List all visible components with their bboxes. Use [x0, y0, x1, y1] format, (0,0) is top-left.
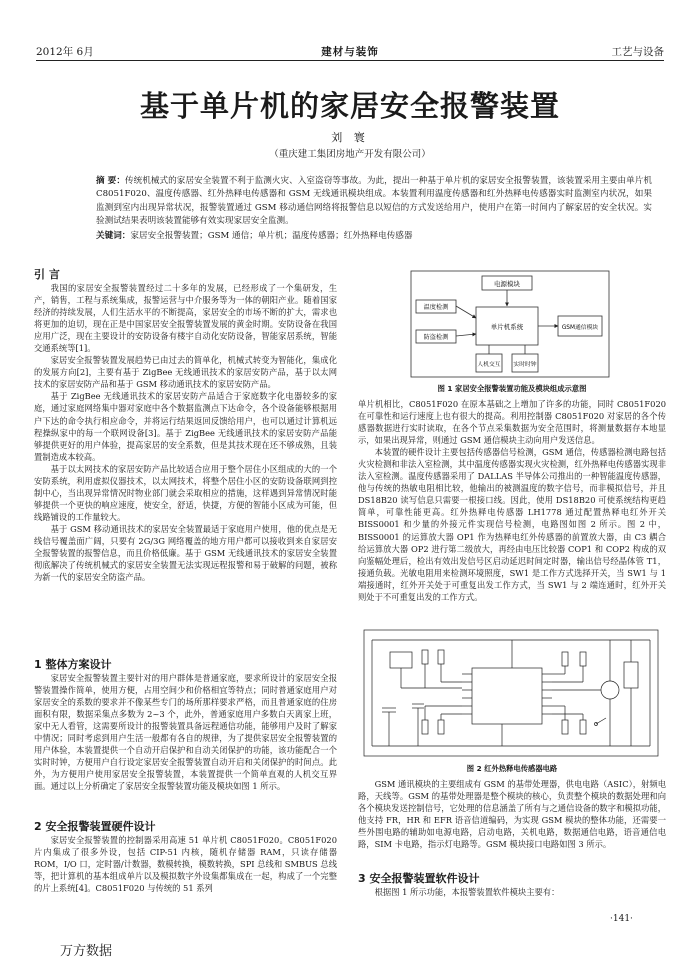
- keywords-text: 家居安全报警装置；GSM 通信；单片机；温度传感器；红外热释电传感器: [130, 231, 413, 241]
- section3-body: [358, 886, 666, 898]
- page-number: ·141·: [610, 914, 633, 924]
- section3-paragraph: 根据图 1 所示功能，本报警装置软件模块主要有：: [374, 887, 560, 897]
- header-date: 2012年 6月: [36, 46, 94, 58]
- footer-logo: 万方数据: [60, 944, 113, 959]
- paper-affiliation: （重庆建工集团房地产开发有限公司）: [269, 149, 431, 160]
- gsm-label: GSM通信模块: [561, 325, 599, 331]
- hmi-label: 人机交互: [477, 362, 501, 368]
- intro-heading: 引 言: [34, 268, 60, 281]
- keywords: [96, 230, 652, 242]
- paper-title: 基于单片机的家居安全报警装置: [139, 89, 560, 123]
- figure1-caption: 图 1 家居安全报警装置功能及模块组成示意图: [437, 384, 587, 393]
- rtc-label: 实时时钟: [513, 362, 537, 368]
- intro-paragraph: 基于 ZigBee 无线通讯技术的家居安防产品适合于家庭数字化电器较多的家庭，通过家庭网络集中器对家庭中各个数据监测点下达命令，各个设备能够根据用户下达的命令执行相应命令，并将运行结果返回反馈给用户，也可以通过计算机远程操纵家中的每一个联网设备[3]。基于 ZigBee 无线通讯技术的家居安防产品能够提供更好的用户体验，提高家居的安全系数，但是其技术现在还不够成熟，且装置制造成本较高。: [34, 391, 337, 462]
- section1-paragraph: 家居安全报警装置主要针对的用户群体是普通家庭，要求所设计的家居安全报警装置操作简单，使用方便，占用空间少和价格相宜等特点；同时普通家庭用户对家居安全的系数的要求并不像某些专门的场所那样要求严格，而且普通家庭的住房面积有限，数据采集点多数为 2~3 个，此外，普通家庭用户多数白天离家上班，家中无人看管，这需要所设计的报警装置具备远程通信功能，能够用户及时了解家中情况；同时考虑到用户生活一般都有各自的规律，为了提供家居安全报警装置的用户体验，本装置提供一个自动开启保护和自动关闭保护的功能，该功能配合一个实时时钟，方便用户自行设定家居安全报警装置自动开启和关闭保护的时间点。此外，为方便用户使用家居安全报警装置，本装置提供一个简单直观的人机交互界面。通过以上分析确定了家居安全报警装置功能及模块如图 1 所示。: [34, 673, 337, 792]
- figure1-block-diagram: [410, 270, 610, 378]
- intro-paragraph: 基于以太网技术的家居安防产品比较适合应用于整个居住小区组成的大的一个安防系统，利用虚拟仪器技术，以太网技术，将整个居住小区的安防设备联网到控制中心，当出现异常情况时物业部门就会采取相应的措施，这样遇到异常情况时能够提供一个更快的响应速度，使安全，舒适，快捷，方便的智能小区成为可能，但线路铺设的工作量较大。: [34, 463, 337, 522]
- right-body-b: [358, 778, 666, 850]
- header-rule: [36, 60, 664, 61]
- intro-paragraph: 我国的家居安全报警装置经过二十多年的发展，已经形成了一个集研发，生产，销售，工程与系统集成，报警运营与中介服务等为一体的朝阳产业。随着国家经济的持续发展，人们生活水平的不断提高，家居安全的市场不断的扩大，需求也将更加的迫切，现在正是中国家居安全报警装置发展的黄金时期。安防设备在我国应用广泛，现在主要设计的安防设备有楼宇自动化安防设备，智能家居系统，智能交通系统等[1]。: [34, 283, 337, 354]
- abstract-label: 摘 要：: [96, 176, 125, 186]
- biss0001-chip: [472, 668, 542, 724]
- abstract-text: 传统机械式的家居安全装置不利于监测火灾、入室盗窃等事故。为此，提出一种基于单片机的家居安全报警装置，该装置采用主要由单片机 C8051F020、温度传感器、红外热释电传感器和 GSM 无线通讯模块组成。本装置利用温度传感器和红外热释电传感器实时监测室内状况，如果监测到室内出现异常状况，报警装置通过 GSM 移动通信网络将报警信息以短信的方式发送给用户，使用户在第一时间内了解家居的安全状况。实验测试结果表明该装置能够有效实现家居安全监测。: [96, 176, 652, 227]
- pir-sensor: [390, 652, 412, 668]
- figure2-caption: 图 2 红外热释电传感器电路: [466, 764, 558, 773]
- guard-label: 防盗检测: [423, 334, 449, 341]
- right-body-a: [358, 398, 666, 603]
- header-section: 工艺与设备: [611, 46, 664, 58]
- power-label: 电源模块: [494, 280, 520, 288]
- load-relay: [624, 662, 638, 688]
- section3-heading: 3 安全报警装置软件设计: [358, 872, 480, 885]
- paper-author: 刘 寰: [331, 131, 369, 144]
- section1-heading: 1 整体方案设计: [34, 658, 112, 671]
- header-journal: 建材与装饰: [321, 46, 379, 58]
- right-paragraph: 单片机相比，C8051F020 在原本基础之上增加了许多的功能，同时 C8051F020 在可靠性和运行速度上也有很大的提高。利用控制器 C8051F020 对家居的各个传感器数据进行实时读取，在各个节点采集数据为安全范围时，将测量数据存本地显示，如果出现异常，则通过 GSM 通信模块主动向用户发送信息。: [358, 399, 666, 446]
- temp-label: 温度检测: [423, 304, 449, 311]
- keywords-label: 关键词：: [96, 231, 131, 241]
- figure2-circuit: [362, 628, 660, 758]
- section2-body: [34, 834, 337, 894]
- section2-heading: 2 安全报警装置硬件设计: [34, 820, 156, 833]
- right-paragraph: GSM 通讯模块的主要组成有 GSM 的基带处理器，供电电路（ASIC），射频电路，天线等。GSM 的基带处理器是整个模块的核心，负责整个模块的数据处理和向各个模块发送控制信号，它处理的信息涵盖了所有与之通信设备的数字和模拟功能，他支持 FR，HR 和 EFR 语音信道编码，为实现 GSM 模块的整体功能，还需要一些外围电路的辅助如电源电路，启动电路，关机电路，数据通信电路，语音通信电路，SIM 卡电路，指示灯电路等。GSM 模块接口电路如图 3 所示。: [358, 779, 666, 850]
- transistor-t1: [601, 681, 619, 699]
- intro-paragraph: 家居安全报警装置发展趋势已由过去的简单化，机械式转变为智能化，集成化的发展方向[2]，主要有基于 ZigBee 无线通讯技术的家居安防产品，基于以太网技术的家居安防产品和基于 GSM 移动通讯技术的家居安防产品。: [34, 355, 337, 390]
- intro-body: [34, 282, 337, 583]
- right-paragraph: 本装置的硬件设计主要包括传感器信号检测，GSM 通信，传感器检测电路包括火灾检测和非法入室检测，其中温度传感器实现火灾检测，红外热释电传感器实现非法入室检测。温度传感器采用了 DALLAS 半导体公司推出的一种智能温度传感器，他与传统的热敏电阻相比较，他输出的被测温度的数字信号，而非模拟信号，并且 DS18B20 读写信息只需要一根接口线。因此，使用 DS18B20 可使系统结构更趋简单，可靠性能更高。红外热释电传感器 LH1778 通过配置热释电红外开关 BISS0001 和少量的外接元件实现信号检测，电路图如图 2 所示。图 2 中，BISS0001 的运算放大器 OP1 作为热释电红外传感器的前置放大器，由 C3 耦合给运算放大器 OP2 进行第二级放大，再经由电压比较器 COP1 和 COP2 构成的双向鉴幅处理后，检出有效出发信号区启动延迟时间定时器，输出信号经晶体管 T1，接通负载。光敏电阻用来检测环境照度，SW1 是工作方式选择开关，当 SW1 与 1 端接通时，红外开关处于可重复出发工作方式，当 SW1 与 2 端连通时，红外开关则处于不可重复出发的工作方式。: [358, 447, 666, 602]
- section1-body: [34, 672, 337, 792]
- mcu-label: 单片机系统: [490, 323, 524, 331]
- intro-paragraph: 基于 GSM 移动通讯技术的家居安全装置最适于家庭用户使用，他的优点是无线信号覆盖面广阔，只要有 2G/3G 网络覆盖的地方用户都可以接收到来自家居安全报警装置的报警信息，而且价格低廉。基于 GSM 无线通讯技术的家居安全装置彻底解决了传统机械式的家居安全装置无法实现远程报警和易于破解的问题，被称为新一代的家居安全防盗产品。: [34, 523, 337, 583]
- abstract: [96, 175, 652, 229]
- section2-paragraph: 家居安全报警装置的控制器采用高速 51 单片机 C8051F020。C8051F020 片内集成了很多外设，包括 CIP-51 内核，随机存储器 RAM，只读存储器 ROM，I/O 口，定时器/计数器，数模转换，模数转换，SPI 总线和 SMBUS 总线等，把计算机的基本组成单片以及模拟数字外设集都集成在一起，构成了一个完整的片上系统[4]。C8051F020 与传统的 51 系列: [34, 835, 337, 894]
